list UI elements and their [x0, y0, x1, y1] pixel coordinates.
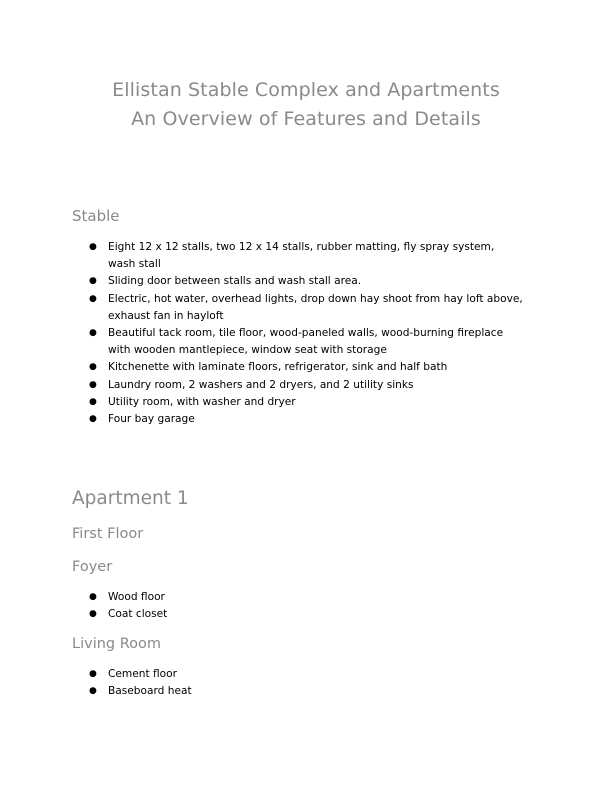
list-item: ● Sliding door between stalls and wash stall area. — [0, 273, 523, 290]
bullet-icon: ● — [89, 328, 97, 339]
bullet-icon: ● — [89, 414, 97, 425]
list-item: ● Four bay garage — [0, 411, 523, 428]
list-item: ● Eight 12 x 12 stalls, two 12 x 14 stalls, rubber matting, fly spray system, wash stall — [89, 241, 495, 271]
title-line-1: Ellistan Stable Complex and Apartments — [112, 79, 500, 101]
list-item: ● Electric, hot water, overhead lights, drop down hay shoot from hay loft above, exhaust fan in hayloft — [89, 292, 523, 322]
list-item: ● Laundry room, 2 washers and 2 dryers, and 2 utility sinks — [0, 377, 523, 394]
section-heading-stable: Stable — [72, 207, 120, 225]
document-title — [0, 76, 612, 134]
bullet-icon: ● — [89, 396, 97, 407]
living-room-feature-list — [0, 666, 523, 700]
list-item: ● Baseboard heat — [0, 683, 523, 700]
bullet-icon: ● — [89, 609, 97, 620]
section-heading-apartment-1: Apartment 1 — [72, 488, 189, 509]
list-item: ● Coat closet — [0, 606, 523, 623]
bullet-icon: ● — [89, 686, 97, 697]
bullet-icon: ● — [89, 362, 97, 373]
subheading-living-room: Living Room — [72, 636, 162, 652]
list-item: ● Wood floor — [0, 589, 523, 606]
subheading-first-floor: First Floor — [72, 526, 144, 542]
foyer-feature-list — [0, 589, 523, 623]
subheading-foyer: Foyer — [72, 559, 113, 575]
list-item: ● Kitchenette with laminate floors, refrigerator, sink and half bath — [0, 359, 523, 376]
bullet-icon: ● — [89, 276, 97, 287]
list-item: ● Cement floor — [0, 666, 523, 683]
bullet-icon: ● — [89, 242, 97, 252]
bullet-icon: ● — [89, 592, 97, 602]
title-line-2: An Overview of Features and Details — [131, 108, 481, 130]
bullet-icon: ● — [89, 379, 97, 390]
bullet-icon: ● — [89, 669, 97, 679]
list-item: ● Beautiful tack room, tile floor, wood-paneled walls, wood-burning fireplace with wooden mantlepiece, window seat with storage — [89, 327, 504, 357]
stable-feature-list — [0, 239, 523, 428]
bullet-icon: ● — [89, 293, 97, 304]
list-item: ● Utility room, with washer and dryer — [0, 394, 523, 411]
